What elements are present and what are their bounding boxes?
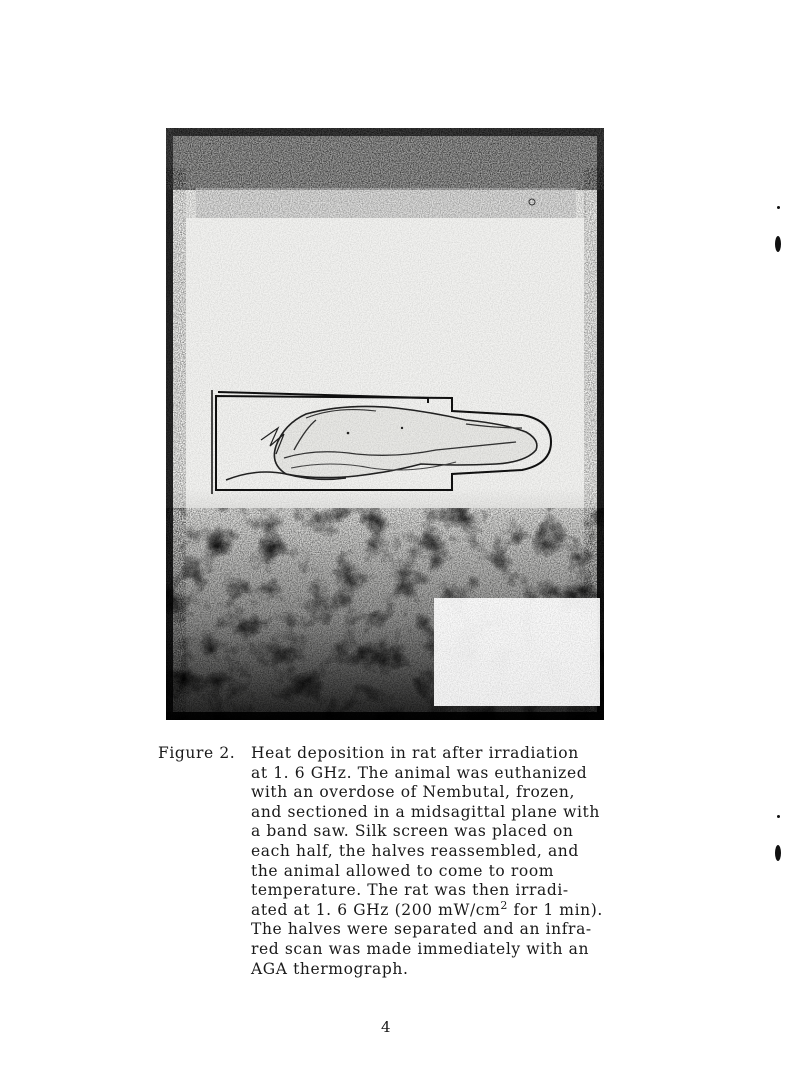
figure-label: Figure 2. bbox=[158, 744, 236, 762]
superscript: 2 bbox=[500, 898, 508, 912]
scan-mark bbox=[775, 845, 781, 861]
caption-line: a band saw. Silk screen was placed on bbox=[251, 822, 574, 841]
page-number: 4 bbox=[381, 1018, 391, 1036]
caption-line-tail: for 1 min). bbox=[507, 900, 603, 919]
caption-line: red scan was made immediately with an bbox=[251, 939, 590, 958]
caption-line-head: ated at 1. 6 GHz (200 mW/cm bbox=[251, 900, 501, 919]
scan-mark bbox=[777, 815, 780, 818]
caption-text bbox=[251, 744, 611, 979]
caption-line: and sectioned in a midsagittal plane with bbox=[251, 802, 600, 821]
caption-line: The halves were separated and an infra- bbox=[251, 920, 592, 939]
scan-mark bbox=[777, 206, 780, 209]
caption-line: with an overdose of Nembutal, frozen, bbox=[251, 783, 576, 802]
caption-line: the animal allowed to come to room bbox=[251, 861, 555, 880]
caption-line bbox=[251, 898, 611, 921]
caption-line: each half, the halves reassembled, and bbox=[251, 841, 579, 860]
caption-line: temperature. The rat was then irradi- bbox=[251, 881, 569, 900]
caption-line: AGA thermograph. bbox=[251, 959, 409, 978]
rat-thermogram-image bbox=[166, 128, 604, 720]
scan-mark bbox=[775, 236, 781, 252]
caption-line: Heat deposition in rat after irradiation bbox=[251, 744, 579, 762]
caption-line: at 1. 6 GHz. The animal was euthanized bbox=[251, 763, 588, 782]
